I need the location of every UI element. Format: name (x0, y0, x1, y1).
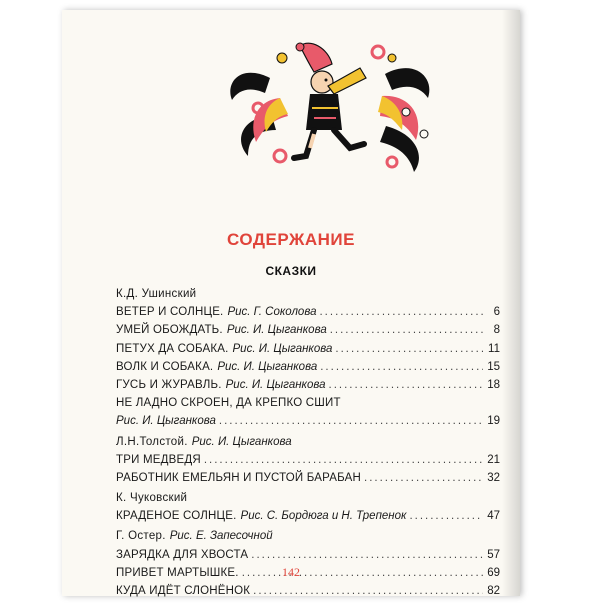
dot-leader (320, 361, 483, 373)
entry-title: УМЕЙ ОБОЖДАТЬ. (116, 324, 223, 337)
entry-illustrator: Рис. И. Цыганкова (226, 324, 327, 337)
author-name: К. Чуковский (116, 492, 188, 505)
entry-title: КУДА ИДЁТ СЛОНЁНОК (116, 585, 251, 597)
toc-entry[interactable] (116, 472, 500, 490)
entry-page-number: 47 (487, 510, 500, 523)
dot-leader (409, 510, 483, 522)
author-line (116, 492, 500, 510)
entry-page-number: 57 (487, 548, 500, 561)
entry-title: ВОЛК И СОБАКА. (116, 360, 214, 373)
section-heading: СКАЗКИ (265, 264, 317, 278)
entry-page-number: 69 (487, 566, 500, 579)
toc-entry[interactable] (116, 585, 500, 603)
entry-page-number: 8 (493, 324, 500, 337)
author-name: Л.Н.Толстой. (116, 435, 188, 448)
page-title: СОДЕРЖАНИЕ (227, 230, 355, 249)
entry-illustrator: Рис. С. Бордюга и Н. Трепенок (240, 510, 407, 523)
entry-title: КРАДЕНОЕ СОЛНЦЕ. (116, 510, 237, 523)
dot-leader (319, 306, 483, 318)
entry-title: РАБОТНИК ЕМЕЛЬЯН И ПУСТОЙ БАРАБАН (116, 471, 362, 484)
toc-entry[interactable] (116, 343, 500, 361)
entry-title: ГУСЬ И ЖУРАВЛЬ. (116, 378, 222, 391)
dot-leader (219, 415, 483, 427)
author-line (116, 530, 500, 548)
entry-title: ПЕТУХ ДА СОБАКА. (116, 342, 229, 355)
entry-illustrator: Рис. И. Цыганкова (116, 415, 216, 428)
entry-page-number: 82 (487, 585, 500, 597)
entry-title: ПРИВЕТ МАРТЫШКЕ. (116, 566, 239, 579)
author-illustrator: Рис. Е. Запесочной (169, 530, 273, 543)
author-name: К.Д. Ушинский (116, 288, 197, 300)
author-line (116, 436, 500, 454)
entry-title: ТРИ МЕДВЕДЯ (116, 453, 201, 466)
entry-page-number: 6 (493, 306, 500, 319)
book-page (62, 10, 520, 596)
toc-entry[interactable] (116, 454, 500, 472)
page-gutter-shadow (502, 10, 520, 596)
author-line (116, 288, 500, 306)
dot-leader (329, 379, 483, 391)
toc-entry[interactable] (116, 324, 500, 342)
entry-page-number: 19 (487, 415, 500, 428)
toc-entry[interactable] (116, 306, 500, 324)
author-illustrator: Рис. И. Цыганкова (191, 435, 292, 448)
entry-illustrator: Рис. И. Цыганкова (232, 342, 333, 355)
entry-page-number: 32 (487, 471, 500, 484)
dot-leader (253, 585, 483, 597)
dot-leader (330, 324, 483, 336)
entry-page-number: 15 (487, 360, 500, 373)
entry-illustrator: Рис. И. Цыганкова (225, 378, 326, 391)
author-name: Г. Остер. (116, 530, 166, 543)
entry-page-number: 18 (487, 378, 500, 391)
entry-page-number: 11 (488, 342, 500, 355)
entry-page-number: 21 (487, 453, 500, 466)
folk-style-gnome-with-horn-icon (210, 38, 460, 178)
dot-leader (335, 343, 483, 355)
entry-illustrator: Рис. И. Цыганкова (217, 360, 318, 373)
toc-entry-title-line[interactable] (116, 397, 500, 415)
entry-title: ВЕТЕР И СОЛНЦЕ. (116, 306, 224, 319)
toc-entry[interactable] (116, 379, 500, 397)
page-number: 142 (282, 565, 300, 579)
entry-illustrator: Рис. Г. Соколова (227, 306, 317, 319)
dot-leader (251, 549, 483, 561)
entry-title: НЕ ЛАДНО СКРОЕН, ДА КРЕПКО СШИТ (116, 397, 341, 410)
table-of-contents (116, 288, 500, 603)
toc-entry[interactable] (116, 510, 500, 528)
entry-title: ЗАРЯДКА ДЛЯ ХВОСТА (116, 548, 249, 561)
dot-leader (204, 454, 483, 466)
dot-leader (364, 472, 483, 484)
toc-entry[interactable] (116, 361, 500, 379)
toc-entry-continuation[interactable] (116, 415, 500, 433)
